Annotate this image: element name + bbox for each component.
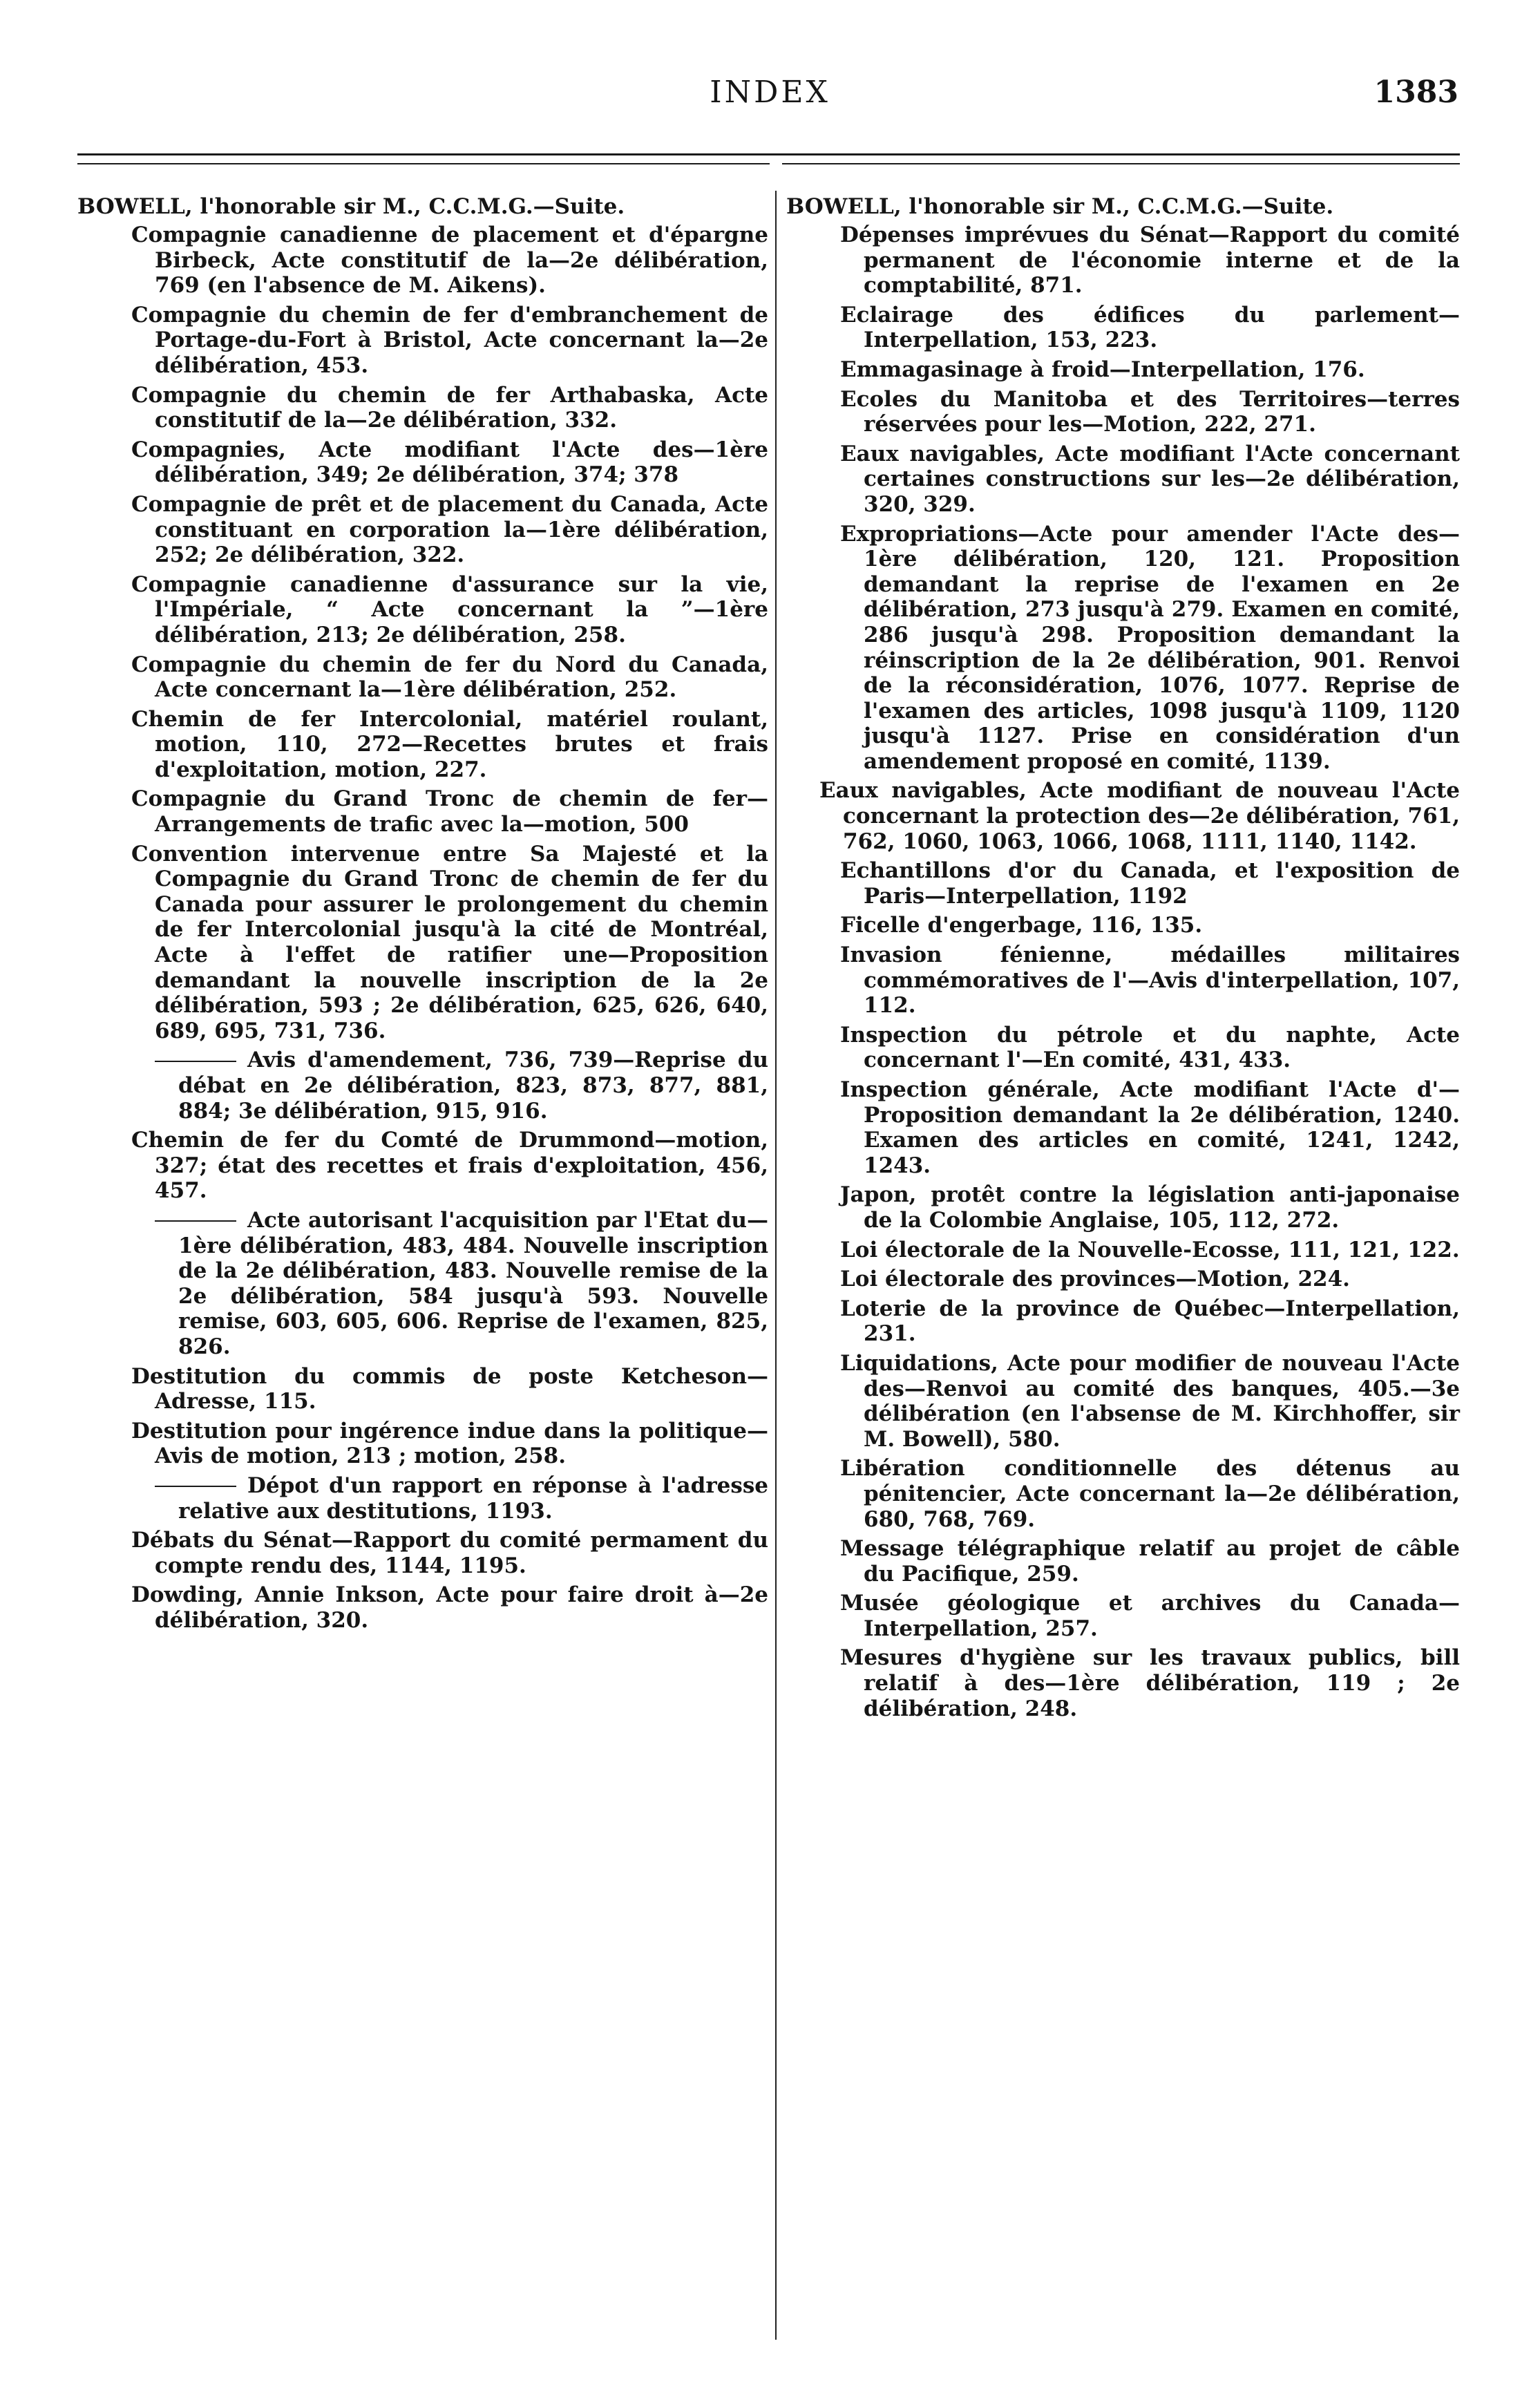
index-entry: Inspection du pétrole et du naphte, Acte concernant l'—En comité, 431, 433. [840,1022,1460,1073]
index-entry: Destitution pour ingérence indue dans la politique—Avis de motion, 213 ; motion, 258. [131,1418,768,1469]
index-entry: Compagnie du Grand Tronc de chemin de fer—Arrangements de trafic avec la—motion, 500 [131,786,768,837]
index-entry: Chemin de fer Intercolonial, matériel roulant, motion, 110, 272—Recettes brutes et frais d'exploitation, motion, 227. [131,706,768,782]
index-entry-continuation [155,1473,768,1524]
index-entry: Inspection générale, Acte modifiant l'Acte d'—Proposition demandant la 2e délibération, 1240. Examen des articles en comité, 1241, 1242, 1243. [840,1077,1460,1178]
em-dash-rule [155,1061,236,1062]
index-entry: Musée géologique et archives du Canada—Interpellation, 257. [840,1591,1460,1641]
index-entry: Loterie de la province de Québec—Interpellation, 231. [840,1296,1460,1347]
index-entry: Compagnie canadienne de placement et d'épargne Birbeck, Acte constitutif de la—2e délibération, 769 (en l'absence de M. Aikens). [131,223,768,299]
right-column [786,193,1460,1725]
index-entry: Compagnie de prêt et de placement du Canada, Acte constituant en corporation la—1ère délibération, 252; 2e délibération, 322. [131,491,768,568]
index-entry: Invasion fénienne, médailles militaires commémoratives de l'—Avis d'interpellation, 107, 112. [840,943,1460,1019]
index-entry: Dowding, Annie Inkson, Acte pour faire droit à—2e délibération, 320. [131,1582,768,1633]
index-entry: Mesures d'hygiène sur les travaux publics, bill relatif à des—1ère délibération, 119 ; 2e délibération, 248. [840,1645,1460,1721]
index-entry: Compagnies, Acte modifiant l'Acte des—1ère délibération, 349; 2e délibération, 374; 378 [131,437,768,488]
index-entry: Japon, protêt contre la législation anti-japonaise de la Colombie Anglaise, 105, 112, 272. [840,1182,1460,1233]
index-entry: Eaux navigables, Acte modifiant de nouveau l'Acte concernant la protection des—2e délibération, 761, 762, 1060, 1063, 1066, 1068, 1111, 1140, 1142. [819,778,1460,854]
page-number: 1383 [1373,75,1458,110]
right-column-heading: BOWELL, l'honorable sir M., C.C.M.G.—Suite. [786,194,1334,219]
index-entry-continuation [155,1208,768,1360]
left-column [77,193,768,1637]
index-entry: Loi électorale des provinces—Motion, 224. [840,1267,1350,1292]
header-rule-bottom-right [782,163,1460,164]
index-entry: Destitution du commis de poste Ketcheson—Adresse, 115. [131,1363,768,1414]
index-entry: Compagnie du chemin de fer d'embranchement de Portage-du-Fort à Bristol, Acte concernant la—2e délibération, 453. [131,302,768,378]
index-entry: Dépenses imprévues du Sénat—Rapport du comité permanent de l'économie interne et de la comptabilité, 871. [840,223,1460,299]
index-entry: Eaux navigables, Acte modifiant l'Acte concernant certaines constructions sur les—2e délibération, 320, 329. [840,441,1460,517]
page-header [0,75,1540,116]
entry-text: Avis d'amendement, 736, 739—Reprise du débat en 2e délibération, 823, 873, 877, 881, 884; 3e délibération, 915, 916. [178,1048,768,1124]
index-entry-continuation [155,1048,768,1124]
em-dash-rule [155,1486,236,1487]
index-entry: Débats du Sénat—Rapport du comité permament du compte rendu des, 1144, 1195. [131,1528,768,1578]
index-entry: Eclairage des édifices du parlement—Interpellation, 153, 223. [840,302,1460,353]
index-entry: Compagnie du chemin de fer Arthabaska, Acte constitutif de la—2e délibération, 332. [131,382,768,433]
header-rule-bottom-left [77,163,770,164]
index-entry: Expropriations—Acte pour amender l'Acte des—1ère délibération, 120, 121. Proposition demandant la reprise de l'examen en 2e délibération, 273 jusqu'à 279. Examen en comité, 286 jusqu'à 298. Proposition demandant la réinscription de la 2e délibération, 901. Renvoi de la réconsidération, 1076, 1077. Reprise de l'examen des articles, 1098 jusqu'à 1109, 1120 jusqu'à 1127. Prise en considération d'un amendement proposé en comité, 1139. [840,521,1460,774]
index-entry: Liquidations, Acte pour modifier de nouveau l'Acte des—Renvoi au comité des banques, 405.—3e délibération (en l'absense de M. Kirchhoffer, sir M. Bowell), 580. [840,1350,1460,1452]
index-entry: Message télégraphique relatif au projet de câble du Pacifique, 259. [840,1536,1460,1587]
index-entry: Libération conditionnelle des détenus au pénitencier, Acte concernant la—2e délibération, 680, 768, 769. [840,1456,1460,1532]
index-entry: Convention intervenue entre Sa Majesté et la Compagnie du Grand Tronc de chemin de fer du Canada pour assurer le prolongement du chemin de fer Intercolonial jusqu'à la cité de Montréal, Acte à l'effet de ratifier une—Proposition demandant la nouvelle inscription de la 2e délibération, 593 ; 2e délibération, 625, 626, 640, 689, 695, 731, 736. [131,841,768,1043]
index-entry: Loi électorale de la Nouvelle-Ecosse, 111, 121, 122. [840,1237,1460,1262]
index-entry: Echantillons d'or du Canada, et l'exposition de Paris—Interpellation, 1192 [840,858,1460,909]
index-entry: Compagnie canadienne d'assurance sur la vie, l'Impériale, “ Acte concernant la ”—1ère délibération, 213; 2e délibération, 258. [131,571,768,647]
header-rule-top [77,153,1460,155]
index-entry: Emmagasinage à froid—Interpellation, 176. [840,357,1365,382]
entry-text: Acte autorisant l'acquisition par l'Etat du—1ère délibération, 483, 484. Nouvelle inscription de la 2e délibération, 483. Nouvelle remise de la 2e délibération, 584 jusqu'à 593. Nouvelle remise, 603, 605, 606. Reprise de l'examen, 825, 826. [178,1207,768,1359]
column-divider [775,191,777,2340]
index-entry: Compagnie du chemin de fer du Nord du Canada, Acte concernant la—1ère délibération, 252. [131,652,768,703]
em-dash-rule [155,1220,236,1222]
running-title: INDEX [710,75,830,110]
entry-text: Dépot d'un rapport en réponse à l'adresse relative aux destitutions, 1193. [178,1473,768,1524]
left-column-heading: BOWELL, l'honorable sir M., C.C.M.G.—Suite. [77,194,625,219]
index-entry: Ficelle d'engerbage, 116, 135. [840,913,1203,938]
index-entry: Chemin de fer du Comté de Drummond—motion, 327; état des recettes et frais d'exploitation, 456, 457. [131,1128,768,1204]
index-entry: Ecoles du Manitoba et des Territoires—terres réservées pour les—Motion, 222, 271. [840,386,1460,437]
